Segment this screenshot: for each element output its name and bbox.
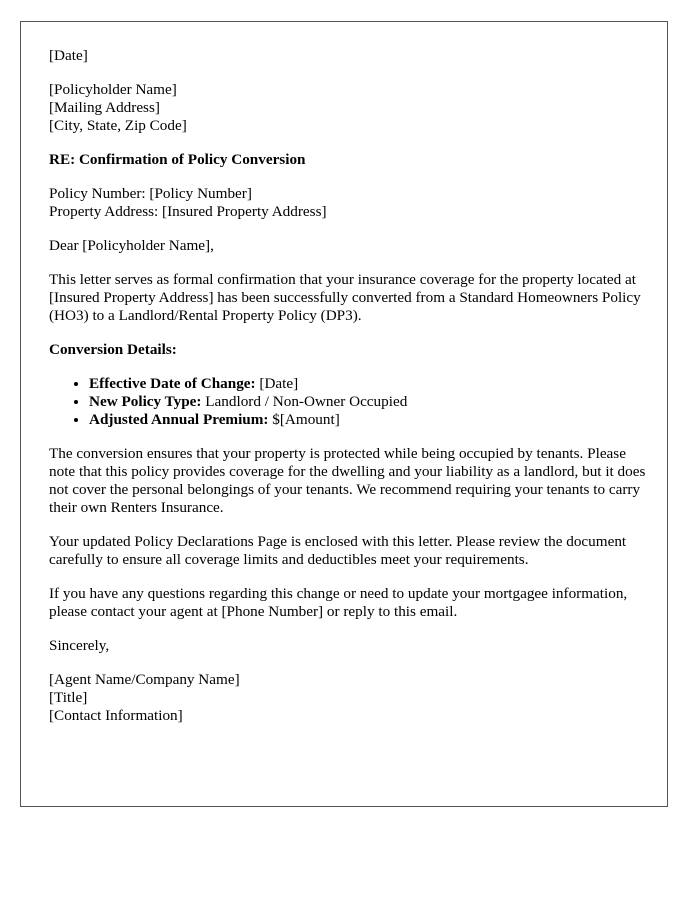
coverage-paragraph: The conversion ensures that your property is protected while being occupied by tenants. Please note that this policy provides coverage for the dwelling and your liability as a landlord, but it does not cover the personal belongings of your tenants. We recommend requiring your tenants to carry their own Renters Insurance. (49, 445, 646, 516)
closing: Sincerely, (49, 637, 110, 654)
salutation: Dear [Policyholder Name], (49, 237, 214, 254)
policy-number: Policy Number: [Policy Number] (49, 185, 252, 202)
letter-date: [Date] (49, 47, 88, 64)
letter-document (20, 21, 668, 807)
recipient-name: [Policyholder Name] (49, 81, 177, 98)
details-list (49, 375, 647, 429)
signature-title: [Title] (49, 689, 88, 706)
property-address: Property Address: [Insured Property Address] (49, 203, 327, 220)
detail-value: Landlord / Non-Owner Occupied (201, 393, 408, 410)
list-item (89, 411, 647, 429)
detail-label: Adjusted Annual Premium: (89, 411, 269, 428)
recipient-city-state-zip: [City, State, Zip Code] (49, 117, 187, 134)
subject-line: RE: Confirmation of Policy Conversion (49, 151, 306, 168)
intro-paragraph: This letter serves as formal confirmation that your insurance coverage for the property located at [Insured Property Address] has been successfully converted from a Standard Homeowners Policy (HO3) to a Landlord/Rental Property Policy (DP3). (49, 271, 641, 324)
declarations-paragraph: Your updated Policy Declarations Page is enclosed with this letter. Please review the document carefully to ensure all coverage limits and deductibles meet your requirements. (49, 533, 627, 568)
signature-contact: [Contact Information] (49, 707, 183, 724)
recipient-block (49, 81, 647, 135)
detail-label: Effective Date of Change: (89, 375, 256, 392)
detail-label: New Policy Type: (89, 393, 202, 410)
list-item (89, 375, 647, 393)
detail-value: [Date] (255, 375, 299, 392)
detail-value: $[Amount] (268, 411, 340, 428)
list-item (89, 393, 647, 411)
questions-paragraph: If you have any questions regarding this change or need to update your mortgagee information, please contact your agent at [Phone Number] or reply to this email. (49, 585, 628, 620)
signature-block (49, 671, 647, 725)
details-heading: Conversion Details: (49, 341, 177, 358)
signature-agent: [Agent Name/Company Name] (49, 671, 240, 688)
recipient-mailing-address: [Mailing Address] (49, 99, 160, 116)
policy-reference-block (49, 185, 647, 221)
